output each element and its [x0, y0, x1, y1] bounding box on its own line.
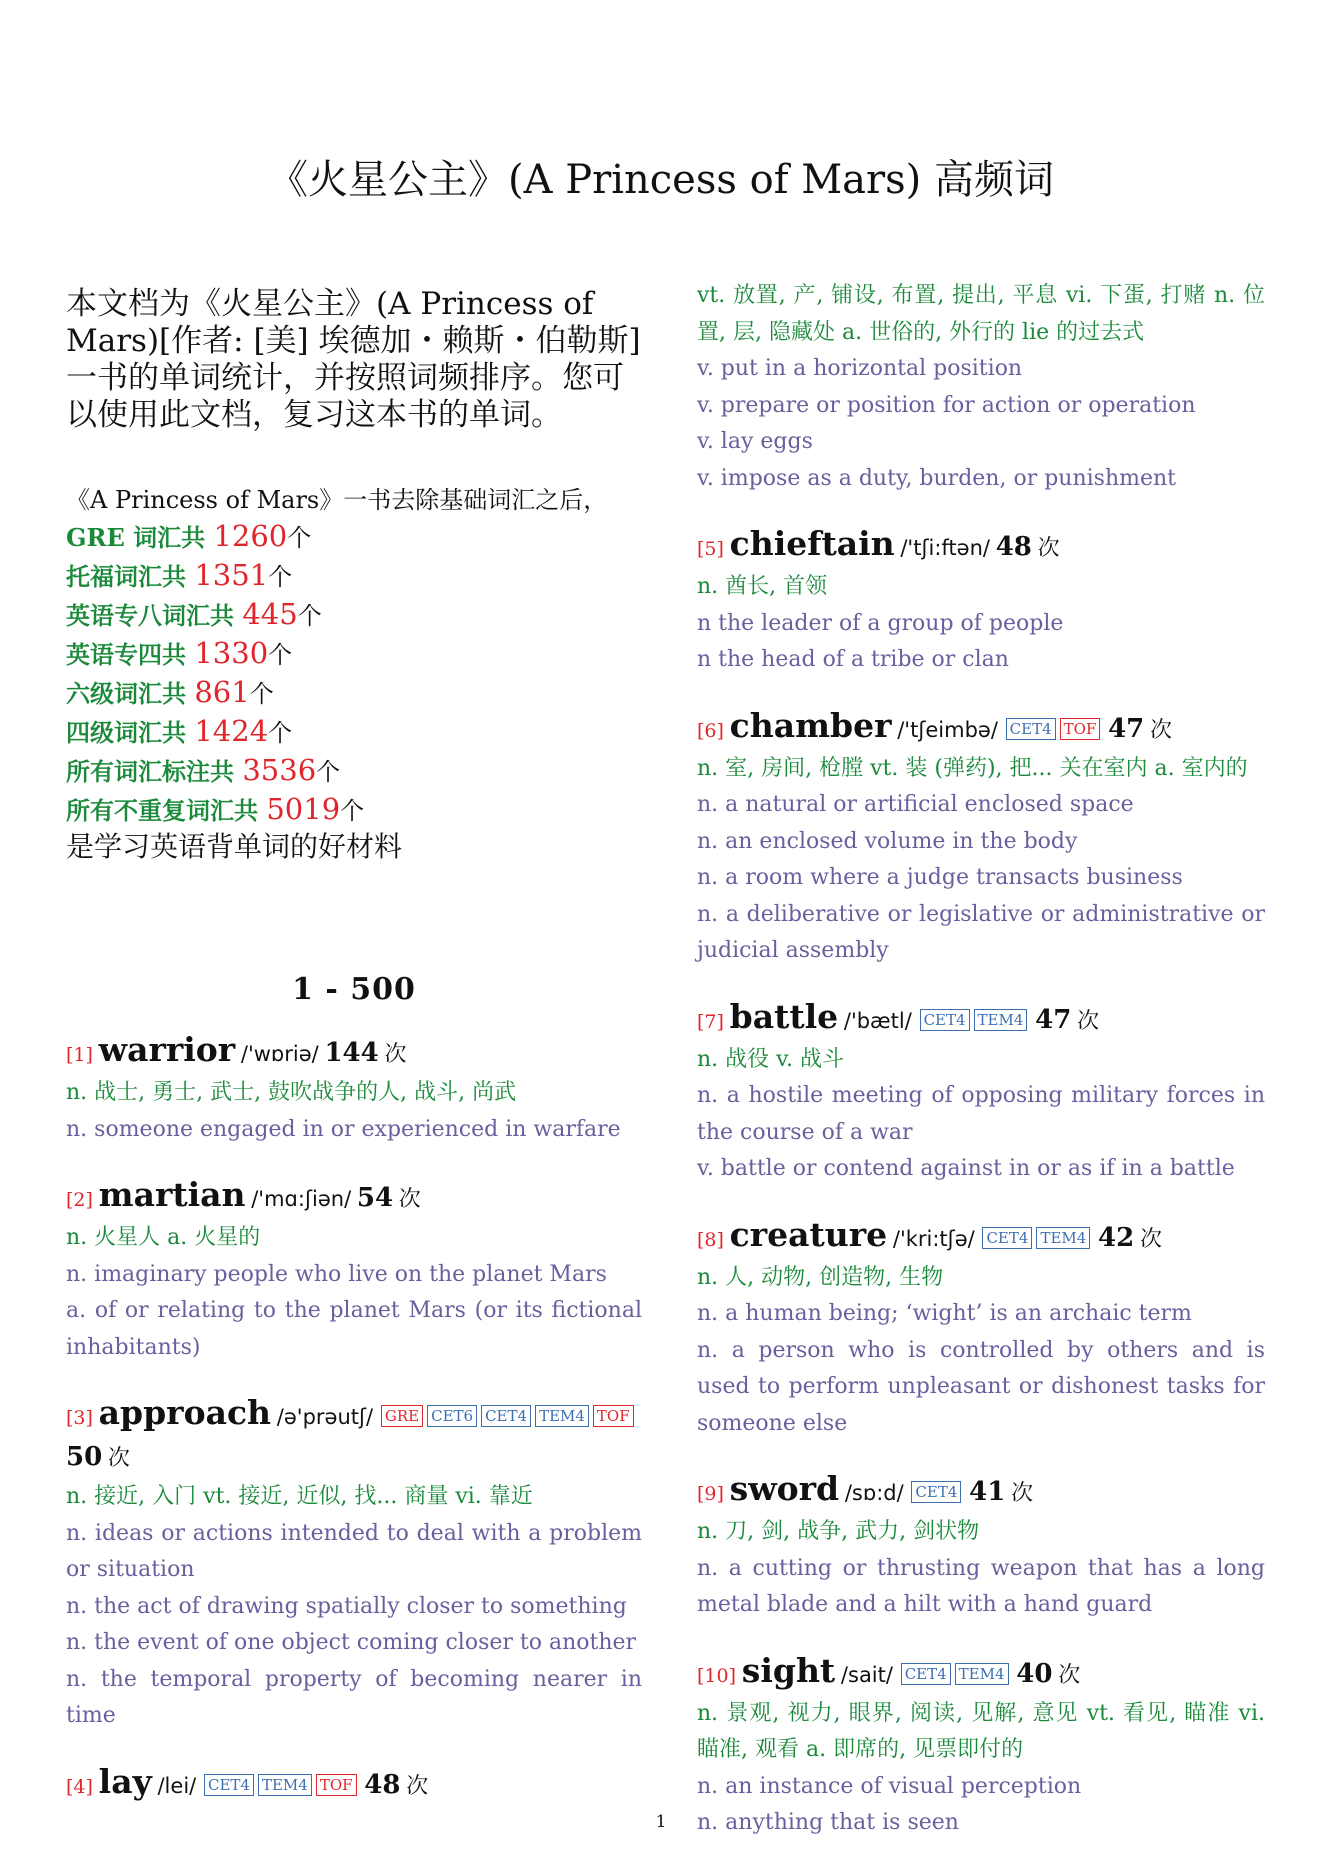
- entry-index: [7]: [697, 1010, 724, 1033]
- definition-en: n. an enclosed volume in the body: [697, 828, 1078, 854]
- entry-head: [697, 707, 1265, 751]
- stat-label: 英语专四共: [66, 640, 195, 669]
- definition-zh: n. 火星人 a. 火星的: [66, 1225, 261, 1250]
- exam-tag: CET4: [901, 1663, 951, 1685]
- entry-ipa: /'tʃi:ftən/: [900, 536, 990, 560]
- exam-tag: TOF: [593, 1405, 634, 1427]
- stat-label: 英语专八词汇共: [66, 601, 243, 630]
- entry-head: [697, 998, 1265, 1042]
- stat-row: [66, 518, 642, 557]
- definition-en: n. imaginary people who live on the planet Mars: [66, 1261, 607, 1287]
- entry-list-right: [697, 278, 1265, 1842]
- stats-block: [66, 482, 642, 864]
- word-entry-continued: [697, 278, 1265, 497]
- exam-tag: CET4: [481, 1405, 531, 1427]
- page-title: 《火星公主》(A Princess of Mars) 高频词: [267, 157, 1054, 203]
- entry-ipa: /'wɒriə/: [240, 1042, 319, 1066]
- definition-zh: n. 酋长, 首领: [697, 574, 828, 599]
- definition-en: a. of or relating to the planet Mars (or its fictional inhabitants): [66, 1298, 642, 1360]
- entry-word: lay: [98, 1761, 152, 1801]
- stat-value: 1351: [194, 558, 269, 592]
- stat-value: 445: [242, 597, 298, 631]
- entry-word: creature: [729, 1214, 888, 1254]
- stat-unit: 个: [297, 602, 322, 630]
- stat-label: 四级词汇共: [66, 718, 195, 747]
- exam-tag: CET4: [982, 1227, 1032, 1249]
- definition-en: n. a hostile meeting of opposing military forces in the course of a war: [697, 1083, 1265, 1145]
- definition-en: n. a human being; ‘wight’ is an archaic term: [697, 1301, 1192, 1326]
- entry-count-unit: 次: [1077, 1008, 1100, 1034]
- stat-label: 所有不重复词汇共: [66, 796, 267, 825]
- exam-tag: CET4: [911, 1481, 961, 1503]
- stat-row: [66, 596, 642, 635]
- entry-ipa: /'bætl/: [843, 1008, 912, 1033]
- entry-count: 144: [324, 1038, 379, 1068]
- exam-tag: TEM4: [955, 1663, 1009, 1685]
- range-heading: 1 - 500: [292, 972, 416, 1007]
- exam-tag: TEM4: [1036, 1227, 1090, 1249]
- entry-index: [2]: [66, 1189, 93, 1211]
- entry-ipa: /'kri:tʃə/: [892, 1226, 975, 1251]
- stats-lead: 《A Princess of Mars》一书去除基础词汇之后，: [66, 486, 608, 514]
- entry-ipa: /'tʃeimbə/: [897, 717, 998, 742]
- word-entry: [697, 1470, 1265, 1624]
- definition-zh: n. 战役 v. 战斗: [697, 1046, 844, 1072]
- entry-ipa: /'mɑ:ʃiən/: [251, 1187, 352, 1211]
- entry-count-unit: 次: [1150, 717, 1173, 743]
- entry-ipa: /sait/: [840, 1662, 893, 1687]
- exam-tag: TEM4: [535, 1405, 589, 1427]
- exam-tag: TOF: [316, 1774, 357, 1796]
- stat-row: [66, 635, 642, 674]
- definition-en: n. a deliberative or legislative or administrative or judicial assembly: [697, 901, 1265, 963]
- entry-head: [66, 1763, 642, 1807]
- definition-zh: n. 接近, 入门 vt. 接近, 近似, 找... 商量 vi. 靠近: [66, 1484, 533, 1509]
- definition-en: n. the act of drawing spatially closer to something: [66, 1593, 627, 1619]
- exam-tag: TEM4: [974, 1009, 1028, 1031]
- stat-label: 六级词汇共: [66, 679, 195, 708]
- entry-word: warrior: [98, 1030, 236, 1069]
- definition-zh: n. 战士, 勇士, 武士, 鼓吹战争的人, 战斗, 尚武: [66, 1080, 517, 1105]
- definition-en: v. put in a horizontal position: [697, 356, 1023, 381]
- definition-en: n. someone engaged in or experienced in warfare: [66, 1116, 621, 1142]
- stat-value: 1424: [194, 714, 269, 748]
- definition-en: v. prepare or position for action or operation: [697, 392, 1196, 418]
- entry-index: [1]: [66, 1044, 93, 1066]
- word-entry: [66, 1176, 642, 1366]
- stat-label: GRE 词汇共: [66, 523, 214, 552]
- word-entry: [697, 707, 1265, 970]
- entry-head: [697, 1216, 1265, 1260]
- word-entry: [697, 998, 1265, 1188]
- entry-index: [8]: [697, 1228, 724, 1251]
- definition-en: v. battle or contend against in or as if in a battle: [697, 1156, 1235, 1181]
- entry-count: 40: [1016, 1658, 1053, 1689]
- entry-count: 48: [364, 1769, 401, 1800]
- exam-tag: CET4: [1006, 718, 1056, 740]
- entry-list-left: [66, 1031, 642, 1807]
- definition-en: n. an instance of visual perception: [697, 1773, 1082, 1799]
- stat-value: 1330: [194, 636, 269, 670]
- entry-count: 48: [995, 532, 1032, 562]
- stat-value: 5019: [266, 792, 341, 826]
- entry-count-unit: 次: [1139, 1226, 1162, 1252]
- definition-zh: vt. 放置, 产, 铺设, 布置, 提出, 平息 vi. 下蛋, 打赌 n. 位置, 层, 隐藏处 a. 世俗的, 外行的 lie 的过去式: [697, 283, 1265, 345]
- exam-tag: TEM4: [258, 1774, 312, 1796]
- entry-count: 50: [66, 1442, 103, 1472]
- entry-count-unit: 次: [107, 1446, 130, 1471]
- entry-word: chamber: [729, 705, 892, 745]
- intro-paragraph: 本文档为《火星公主》(A Princess of Mars)[作者: [美] 埃德加・赖斯・伯勒斯] 一书的单词统计，并按照词频排序。您可以使用此文档，复习这本书的单词。: [66, 286, 641, 433]
- word-entry: [66, 1394, 642, 1735]
- entry-index: [3]: [66, 1407, 93, 1429]
- entry-word: approach: [98, 1393, 272, 1432]
- entry-count: 47: [1108, 713, 1145, 744]
- stat-row: [66, 713, 642, 752]
- entry-index: [6]: [697, 719, 724, 742]
- entry-index: [10]: [697, 1664, 737, 1687]
- entry-head: [66, 1031, 642, 1075]
- stat-row: [66, 674, 642, 713]
- definition-en: n. the event of one object coming closer to another: [66, 1630, 637, 1655]
- definition-en: n. a natural or artificial enclosed space: [697, 792, 1134, 817]
- entry-count-unit: 次: [1011, 1481, 1034, 1506]
- entry-index: [9]: [697, 1483, 724, 1505]
- entry-head: [697, 525, 1265, 569]
- stat-row: [66, 791, 642, 830]
- right-column: [697, 283, 1265, 1870]
- entry-count-unit: 次: [1058, 1662, 1081, 1688]
- stats-tail: 是学习英语背单词的好材料: [66, 830, 403, 863]
- definition-en: n the head of a tribe or clan: [697, 647, 1009, 672]
- entry-ipa: /ə'prəutʃ/: [276, 1405, 374, 1429]
- page-number: 1: [655, 1812, 667, 1832]
- exam-tag: TOF: [1060, 718, 1101, 740]
- word-entry: [697, 1216, 1265, 1443]
- stat-label: 托福词汇共: [66, 562, 195, 591]
- word-entry: [697, 525, 1265, 679]
- definition-en: n. anything that is seen: [697, 1810, 959, 1835]
- entry-index: [5]: [697, 538, 724, 560]
- entry-word: sight: [741, 1650, 836, 1690]
- entry-ipa: /lei/: [157, 1773, 197, 1798]
- definition-en: n. a person who is controlled by others and is used to perform unpleasant or dishonest tasks for someone else: [697, 1337, 1265, 1436]
- definition-en: n. the temporal property of becoming nearer in time: [66, 1666, 642, 1728]
- stat-unit: 个: [268, 719, 293, 747]
- entry-count: 47: [1035, 1004, 1072, 1035]
- left-column: [66, 286, 642, 1835]
- entry-word: battle: [729, 996, 839, 1036]
- word-entry: [66, 1031, 642, 1148]
- stat-unit: 个: [316, 758, 341, 786]
- stat-unit: 个: [340, 797, 365, 825]
- definition-en: v. impose as a duty, burden, or punishment: [697, 465, 1177, 491]
- entry-count: 54: [356, 1183, 394, 1213]
- exam-tag: CET4: [920, 1009, 970, 1031]
- stat-label: 所有词汇标注共: [66, 757, 243, 786]
- entry-count: 41: [969, 1477, 1006, 1507]
- entry-head: [697, 1652, 1265, 1696]
- entry-head: [66, 1394, 642, 1479]
- definition-en: n. a cutting or thrusting weapon that has a long metal blade and a hilt with a hand guard: [697, 1555, 1265, 1617]
- definition-zh: n. 刀, 剑, 战争, 武力, 剑状物: [697, 1519, 980, 1544]
- stat-row: [66, 557, 642, 596]
- entry-count-unit: 次: [398, 1187, 421, 1212]
- definition-en: v. lay eggs: [697, 429, 813, 454]
- entry-head: [697, 1470, 1265, 1514]
- stat-value: 861: [194, 675, 250, 709]
- exam-tag: CET4: [204, 1774, 254, 1796]
- definition-en: n. ideas or actions intended to deal with a problem or situation: [66, 1520, 642, 1582]
- entry-ipa: /sɒ:d/: [844, 1481, 904, 1505]
- stats-list: [66, 518, 642, 830]
- stat-unit: 个: [287, 524, 312, 552]
- stat-unit: 个: [268, 641, 293, 669]
- definition-zh: n. 景观, 视力, 眼界, 阅读, 见解, 意见 vt. 看见, 瞄准 vi. 瞄准, 观看 a. 即席的, 见票即付的: [697, 1700, 1265, 1762]
- entry-count-unit: 次: [406, 1773, 429, 1799]
- definition-en: n the leader of a group of people: [697, 610, 1064, 636]
- word-entry: [66, 1763, 642, 1807]
- exam-tag: CET6: [427, 1405, 477, 1427]
- stat-row: [66, 752, 642, 791]
- stat-unit: 个: [268, 563, 293, 591]
- entry-word: chieftain: [729, 524, 895, 563]
- entry-index: [4]: [66, 1775, 93, 1798]
- stat-value: 1260: [213, 519, 288, 553]
- entry-count: 42: [1098, 1222, 1135, 1253]
- definition-en: n. a room where a judge transacts business: [697, 865, 1183, 890]
- entry-word: sword: [729, 1469, 840, 1508]
- entry-word: martian: [98, 1175, 246, 1214]
- entry-count-unit: 次: [1037, 536, 1060, 561]
- definition-zh: n. 人, 动物, 创造物, 生物: [697, 1264, 944, 1290]
- stat-unit: 个: [249, 680, 274, 708]
- stat-value: 3536: [242, 753, 317, 787]
- definition-zh: n. 室, 房间, 枪膛 vt. 装 (弹药), 把... 关在室内 a. 室内的: [697, 755, 1248, 781]
- exam-tag: GRE: [381, 1405, 423, 1427]
- entry-head: [66, 1176, 642, 1220]
- entry-count-unit: 次: [384, 1042, 407, 1067]
